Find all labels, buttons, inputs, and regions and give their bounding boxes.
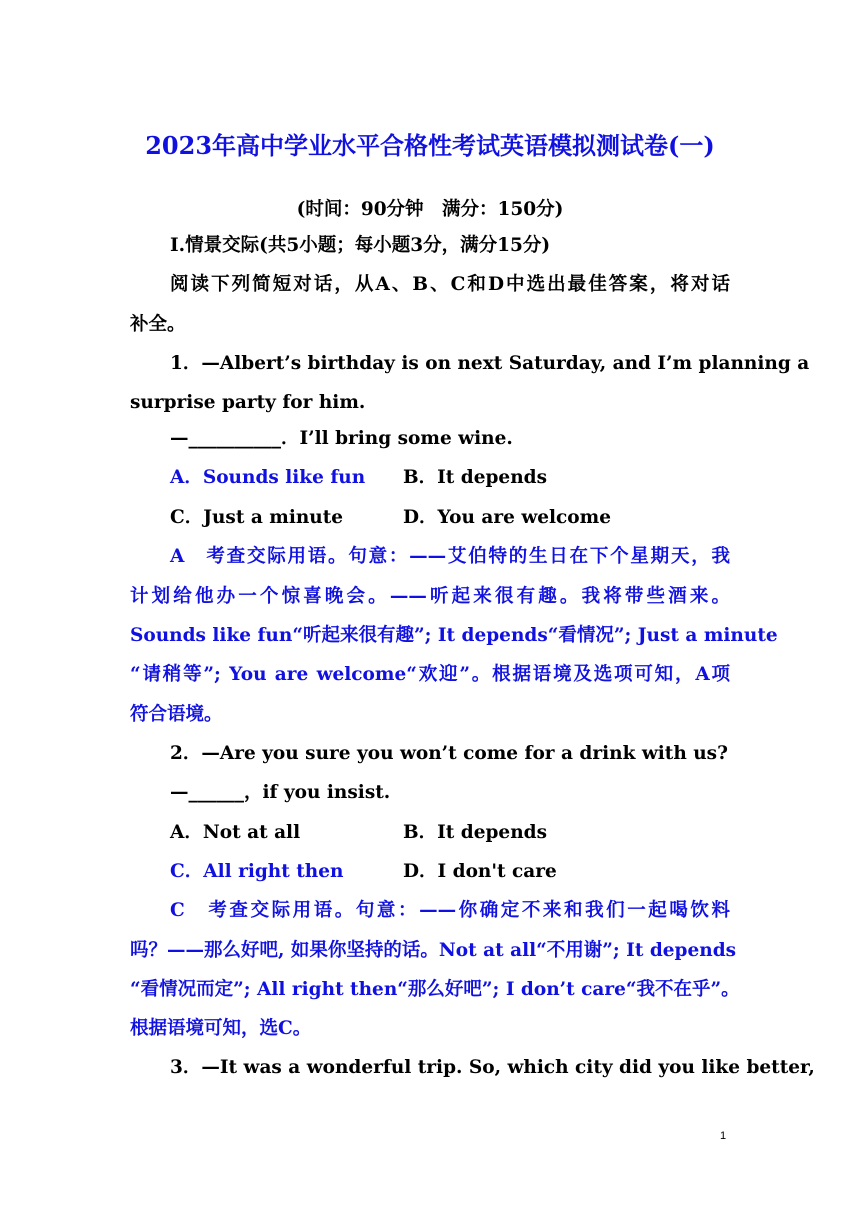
q2-options-row-2 (170, 863, 730, 882)
q3-stem: 3．—It was a wonderful trip. So, which city did you like better, (170, 1057, 815, 1078)
q2-explanation-line-4: 根据语境可知，选C。 (130, 1018, 312, 1039)
q1-stem-line-1: 1．—Albert’s birthday is on next Saturday, and I’m planning a (170, 353, 810, 374)
q1-explanation-line-2: 计划给他办一个惊喜晚会。——听起来很有趣。我将带些酒来。 (130, 586, 730, 607)
instruction-line-1: 阅读下列简短对话，从A、B、C和D中选出最佳答案，将对话 (170, 274, 730, 295)
q2-options-row-1 (170, 824, 730, 843)
section-heading: Ⅰ.情景交际(共5小题；每小题3分，满分15分) (170, 235, 551, 256)
q1-explanation-line-4: “请稍等”; You are welcome“欢迎”。根据语境及选项可知，A项 (130, 664, 730, 685)
q1-stem-line-2: surprise party for him. (130, 392, 366, 413)
q2-stem: 2．—Are you sure you won’t come for a drink with us? (170, 743, 728, 764)
q1-explanation-line-1: A 考查交际用语。句意：——艾伯特的生日在下个星期天，我 (170, 546, 730, 567)
q2-option-b: B．It depends (403, 822, 547, 843)
page-title: 2023年高中学业水平合格性考试英语模拟测试卷(一) (145, 131, 715, 160)
q2-option-c: C．All right then (170, 861, 344, 882)
q1-explanation-line-3: Sounds like fun“听起来很有趣”; It depends“看情况”; Just a minute (130, 625, 778, 646)
q1-options-row-1 (170, 469, 730, 488)
q1-explanation-line-5: 符合语境。 (130, 704, 223, 725)
q2-explanation-line-1: C 考查交际用语。句意：——你确定不来和我们一起喝饮料 (170, 900, 730, 921)
q1-blank: —__________．I’ll bring some wine. (170, 428, 513, 449)
q2-option-a: A．Not at all (170, 822, 301, 843)
q1-option-b: B．It depends (403, 467, 547, 488)
exam-time-score: (时间：90分钟 满分：150分) (296, 199, 564, 220)
q1-option-d: D．You are welcome (403, 507, 611, 528)
q1-option-c: C．Just a minute (170, 507, 344, 528)
q2-explanation-line-2: 吗？——那么好吧, 如果你坚持的话。Not at all“不用谢”; It depends (130, 940, 737, 961)
instruction-line-2: 补全。 (130, 314, 186, 335)
q1-option-a: A．Sounds like fun (170, 467, 366, 488)
page-number: 1 (720, 1130, 727, 1142)
q2-explanation-line-3: “看情况而定”; All right then“那么好吧”; I don’t care“我不在乎”。 (130, 979, 740, 1000)
q2-blank: —______，if you insist. (170, 782, 391, 803)
q2-option-d: D．I don't care (403, 861, 557, 882)
q1-options-row-2 (170, 509, 730, 528)
